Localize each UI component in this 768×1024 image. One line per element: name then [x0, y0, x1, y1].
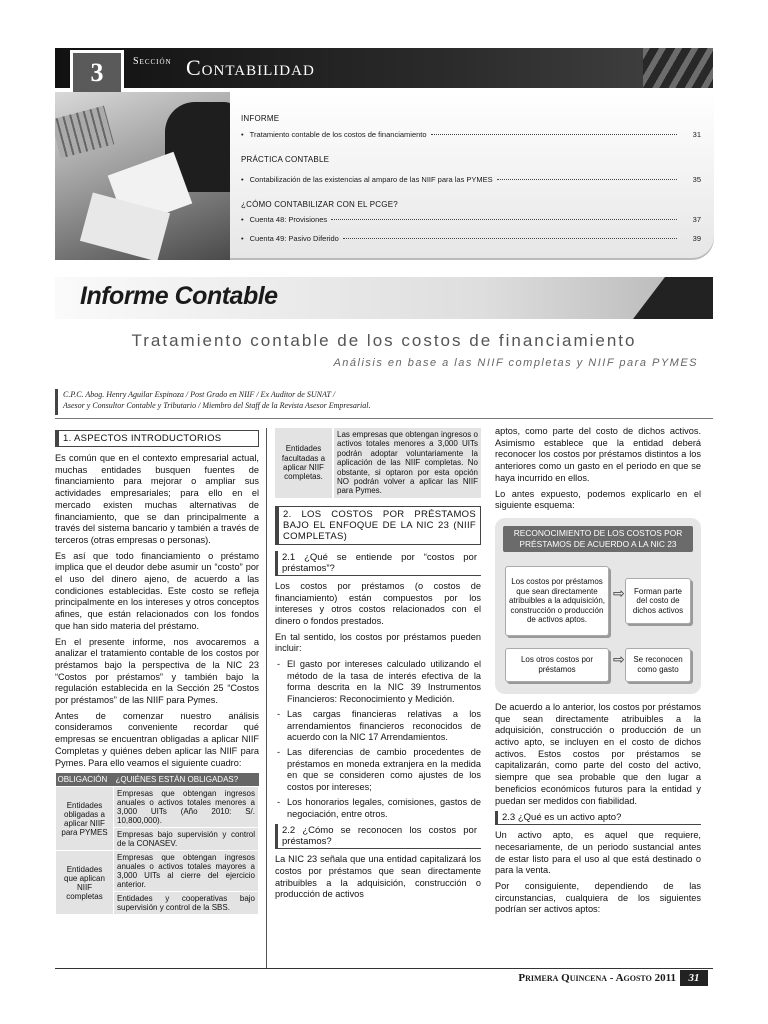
- section-number-badge: 3: [70, 50, 124, 96]
- author-line: C.P.C. Abog. Henry Aguilar Espinoza / Post Grado en NIIF / Ex Auditor de SUNAT /: [63, 390, 336, 399]
- table-of-contents: [230, 92, 714, 260]
- diagram-box-other-costs: Los otros costos por préstamos: [505, 648, 609, 682]
- paragraph: Por consiguiente, dependiendo de las circunstancias, cualquiera de los siguientes podrían ser activos aptos:: [495, 881, 701, 915]
- article-column-3: [495, 426, 701, 920]
- article-subtitle: Análisis en base a las NIIF completas y NIIF para PYMES: [333, 357, 698, 369]
- author-line: Asesor y Consultor Contable y Tributario / Miembro del Staff de la Revista Asesor Empresarial.: [63, 401, 371, 410]
- divider: [55, 418, 713, 419]
- footer-divider: [55, 968, 713, 969]
- arrow-right-icon: ⇨: [613, 584, 625, 601]
- table-header: OBLIGACIÓN: [56, 773, 114, 787]
- optional-niif-table: [275, 428, 481, 498]
- toc-entry-page: 31: [692, 130, 701, 139]
- table-cell: Entidades y cooperativas bajo supervisión y control de la SBS.: [114, 892, 259, 915]
- arrow-right-icon: ⇨: [613, 650, 625, 667]
- toc-entry[interactable]: • Cuenta 48: Provisiones 37: [241, 215, 701, 224]
- table-cell-entity: Entidades facultadas a aplicar NIIF completas.: [275, 428, 333, 498]
- paragraph: La NIC 23 señala que una entidad capitalizará los costos por préstamos que sean directamente atribuibles a la adquisición, construcción o producción de activos: [275, 854, 481, 900]
- toc-entry[interactable]: • Tratamiento contable de los costos de financiamiento 31: [241, 130, 701, 139]
- page-number: 31: [680, 970, 708, 986]
- toc-entry-label: Cuenta 49: Pasivo Diferido: [249, 234, 339, 243]
- table-row: [275, 428, 481, 498]
- table-row: [56, 787, 259, 828]
- section-title: Contabilidad: [186, 55, 315, 80]
- paragraph: aptos, como parte del costo de dichos activos. Asimismo establece que la entidad deberá reconocer los costos por préstamos distintos a los anteriores como un gasto en el periodo en que se haya incurrido en ellos.: [495, 426, 701, 483]
- paragraph: En el presente informe, nos avocaremos a analizar el tratamiento contable de los costos por préstamos bajo la perspectiva de la NIC 23 “Costos por préstamos” y también bajo la regulación establecida en la Sección 25 “Costos por préstamos” de las NIIF para Pymes.: [55, 636, 259, 706]
- table-cell: Empresas bajo supervisión y control de la CONASEV.: [114, 828, 259, 851]
- toc-entry-page: 37: [692, 215, 701, 224]
- paragraph: Los costos por préstamos (o costos de financiamiento) están compuestos por los intereses y otros costos relacionados con el dinero o fondos prestados.: [275, 580, 481, 626]
- recognition-diagram: [495, 518, 701, 694]
- table-cell: Empresas que obtengan ingresos anuales o activos totales menores a 3,000 UITs (Año 2010: S/. 10,800,000).: [114, 787, 259, 828]
- section-header-band: [55, 48, 713, 88]
- banner-title: Informe Contable: [80, 282, 278, 310]
- subsection-heading: 2.1 ¿Qué se entiende por “costos por préstamos”?: [275, 551, 481, 576]
- toc-entry-label: Cuenta 48: Provisiones: [249, 215, 328, 224]
- paragraph: De acuerdo a lo anterior, los costos por préstamos que sean directamente atribuibles a la adquisición, construcción o producción de un activo apto, se incluyen en el costo de dichos activos. Estos costos por préstamos se capitalizarán, como parte del costo del activo, siempre que sea probable que den lugar a beneficios económicos futuros para la entidad y puedan ser medidos con fiabilidad.: [495, 701, 701, 806]
- article-column-1: [55, 428, 259, 915]
- toc-entry-page: 35: [692, 175, 701, 184]
- subsection-heading: 2.2 ¿Cómo se reconocen los costos por préstamos?: [275, 824, 481, 849]
- list-item: - Las cargas financieras relativas a los arrendamientos financieros reconocidos de acuerdo con la NIC 17 Arrendamientos.: [287, 709, 481, 744]
- toc-entry[interactable]: • Contabilización de las existencias al amparo de las NIIF para las PYMES 35: [241, 175, 701, 184]
- list-item: - Los honorarios legales, comisiones, gastos de negociación, entre otros.: [287, 797, 481, 820]
- article-title: Tratamiento contable de los costos de financiamiento: [131, 331, 637, 350]
- business-meeting-photo: [55, 92, 230, 260]
- list-item: - El gasto por intereses calculado utilizando el método de la tasa de interés efectiva de la forma descrita en la NIC 39 Instrumentos Financieros: Reconocimiento y Medición.: [287, 659, 481, 706]
- obligations-table: [55, 773, 259, 915]
- toc-entry-page: 39: [692, 234, 701, 243]
- toc-heading: ¿CÓMO CONTABILIZAR CON EL PCGE?: [241, 200, 398, 209]
- diagram-box-asset-cost: Forman parte del costo de dichos activos: [625, 578, 691, 624]
- diagram-box-expense: Se reconocen como gasto: [625, 648, 691, 682]
- article-column-2: [275, 428, 481, 905]
- table-row: [56, 851, 259, 892]
- paragraph: Es así que todo financiamiento o préstamo implica que el deudor debe asumir un “costo” por el uso del dinero ajeno, de acuerdo a las condiciones establecidas. Este costo se refleja principalmente en los intereses y otros conceptos afines, que están relacionados con los fondos que han sido materia del préstamo.: [55, 550, 259, 631]
- paragraph: Un activo apto, es aquel que requiere, necesariamente, de un periodo sustancial antes de estar listo para el uso al que está destinado o para la venta.: [495, 830, 701, 876]
- toc-entry-label: Contabilización de las existencias al amparo de las NIIF para las PYMES: [249, 175, 493, 184]
- toc-entry[interactable]: • Cuenta 49: Pasivo Diferido 39: [241, 234, 701, 243]
- table-cell: Empresas que obtengan ingresos anuales o activos totales mayores a 3,000 UITs al cierre del ejercicio anterior.: [114, 851, 259, 892]
- section-word: Sección: [133, 56, 172, 67]
- table-cell: Las empresas que obtengan ingresos o activos totales menores a 3,000 UITs podrán adoptar voluntariamente la aplicación de las NIIF completas. No obstante, si optaron por esta opción NO podrán volver a aplicar las NIIF para Pymes.: [333, 428, 481, 498]
- table-cell-entity: Entidades obligadas a aplicar NIIF para PYMES: [56, 787, 114, 851]
- diagram-title: RECONOCIMIENTO DE LOS COSTOS POR PRÉSTAMOS DE ACUERDO A LA NIC 23: [503, 526, 693, 552]
- section-heading: 2. LOS COSTOS POR PRÉSTAMOS BAJO EL ENFOQUE DE LA NIC 23 (NIIF COMPLETAS): [275, 506, 481, 545]
- diagram-box-attributable-costs: Los costos por préstamos que sean directamente atribuibles a la adquisición, construcción o producción de activos aptos.: [505, 566, 609, 636]
- cost-items-list: [275, 659, 481, 820]
- issue-date: Primera Quincena - Agosto 2011: [518, 972, 676, 984]
- header-stripes-decoration: [643, 48, 713, 88]
- paragraph: Lo antes expuesto, podemos explicarlo en el siguiente esquema:: [495, 488, 701, 511]
- toc-heading: INFORME: [241, 114, 280, 123]
- section-heading: 1. ASPECTOS INTRODUCTORIOS: [55, 430, 259, 447]
- paragraph: Es común que en el contexto empresarial actual, muchas entidades busquen fuentes de financiamiento para mejorar o ampliar sus actividades empresariales; para ello en el mercado existen muchas alternativas de financiamiento, que se dan principalmente a través del sistema bancario y también a través de terceros (otras empresas o personas).: [55, 453, 259, 545]
- list-item: - Las diferencias de cambio procedentes de préstamos en moneda extranjera en la medida en que se consideren como ajustes de los costos por intereses;: [287, 747, 481, 794]
- author-credits: [55, 389, 535, 415]
- toc-heading: PRÁCTICA CONTABLE: [241, 155, 330, 164]
- toc-entry-label: Tratamiento contable de los costos de financiamiento: [249, 130, 427, 139]
- table-header: ¿QUIÉNES ESTÁN OBLIGADAS?: [114, 773, 259, 787]
- column-divider: [266, 428, 267, 968]
- table-cell-entity: Entidades que aplican NIIF completas: [56, 851, 114, 915]
- paragraph: Antes de comenzar nuestro análisis consideramos conveniente recordar qué empresas se encuentran obligadas a aplicar NIIF Completas y quiénes deben aplicar las NIIF para Pymes. Para ello veamos el siguiente cuadro:: [55, 710, 259, 768]
- subsection-heading: 2.3 ¿Qué es un activo apto?: [495, 811, 701, 825]
- paragraph: En tal sentido, los costos por préstamos pueden incluir:: [275, 631, 481, 654]
